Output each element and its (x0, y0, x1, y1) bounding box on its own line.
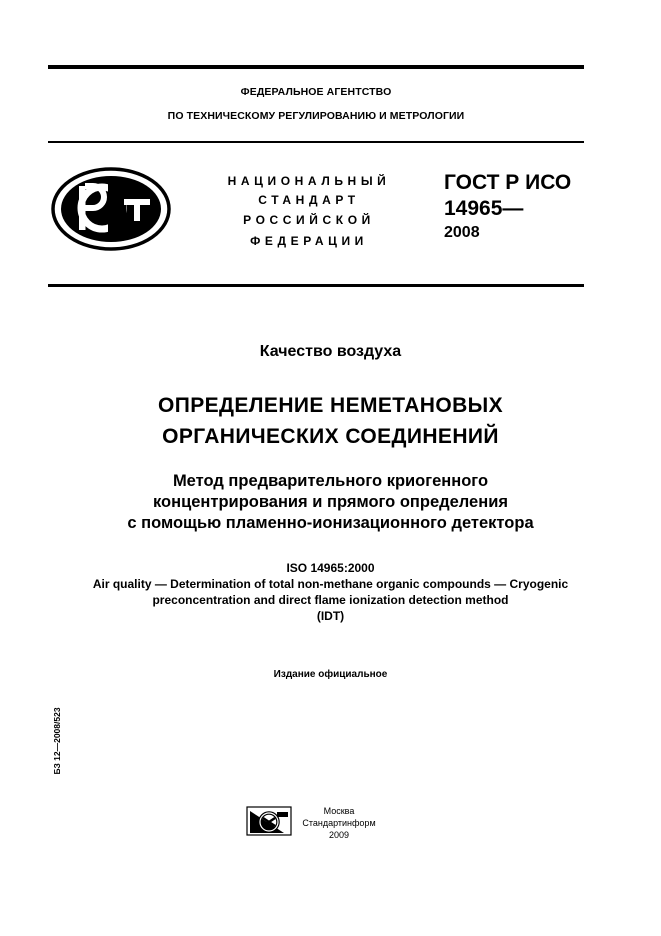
iso-title-line-2: preconcentration and direct flame ionization detection method (152, 593, 509, 607)
iso-title-line-1: Air quality — Determination of total non-methane organic compounds — Cryogenic (92, 577, 569, 591)
national-standard-line-4: ФЕДЕРАЦИИ (250, 234, 368, 248)
method-line-3: с помощью пламенно-ионизационного детектора (127, 514, 534, 532)
agency-line-1: ФЕДЕРАЛЬНОЕ АГЕНТСТВО (240, 86, 392, 98)
method-line-2: концентрирования и прямого определения (153, 493, 508, 511)
national-standard-line-2: СТАНДАРТ (258, 193, 360, 207)
national-standard-line-1: НАЦИОНАЛЬНЫЙ (227, 174, 391, 188)
top-rule (48, 65, 584, 69)
document-title-line-1: ОПРЕДЕЛЕНИЕ НЕМЕТАНОВЫХ (157, 394, 504, 417)
iso-idt: (IDT) (316, 609, 345, 623)
middle-rule (48, 141, 584, 143)
document-subject: Качество воздуха (259, 343, 402, 360)
gost-title: ГОСТ Р ИСО (444, 171, 572, 194)
iso-number: ISO 14965:2000 (286, 561, 375, 575)
bottom-rule (48, 284, 584, 287)
agency-line-2: ПО ТЕХНИЧЕСКОМУ РЕГУЛИРОВАНИЮ И МЕТРОЛОГИИ (167, 110, 465, 122)
side-code: БЗ 12—2008/523 (52, 707, 62, 775)
document-title-line-2: ОРГАНИЧЕСКИХ СОЕДИНЕНИЙ (162, 425, 499, 448)
publisher-name: Стандартинформ (302, 818, 376, 828)
rst-emblem-icon (50, 166, 172, 252)
standartinform-logo-icon (246, 806, 292, 836)
publisher-city: Москва (323, 806, 355, 816)
method-line-1: Метод предварительного криогенного (172, 472, 489, 490)
edition-label: Издание официальное (273, 669, 388, 680)
gost-year: 2008 (444, 224, 480, 241)
gost-number: 14965— (444, 197, 524, 220)
publisher-year: 2009 (328, 830, 350, 840)
national-standard-line-3: РОССИЙСКОЙ (243, 213, 375, 227)
